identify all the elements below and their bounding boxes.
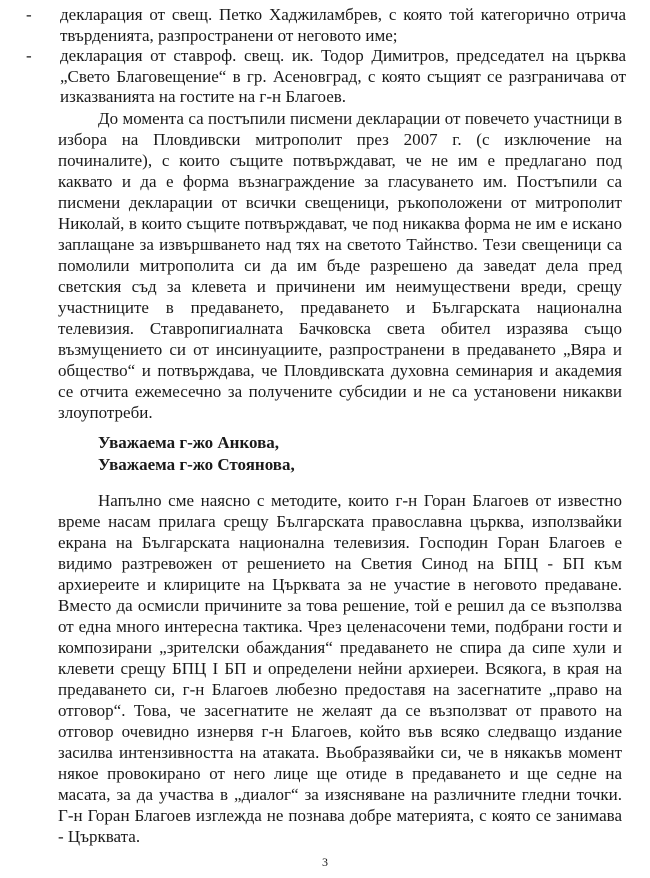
list-marker: - xyxy=(26,5,32,24)
salutation-stoyanova: Уважаема г-жо Стоянова, xyxy=(98,455,295,474)
page-number: 3 xyxy=(322,855,328,869)
list-item-text: декларация от ставроф. свещ. ик. Тодор Димитров, председател на църква „Свето Благовещение“ в гр. Асеновград, с която същият се разграничава от изказванията на гостите на г-н Благоев. xyxy=(60,46,626,106)
body-paragraph-methods: Напълно сме наясно с методите, които г-н Горан Благоев от известно време насам прилага срещу Българската православна църква, използвайки екрана на Българската национална телевизия. Господин Горан Благоев е видимо разтревожен от решението на Светия Синод на БПЦ - БП към архиереите и клириците на Църквата за не участие в неговото предаване. Вместо да осмисли причините за това решение, той е решил да се възползва от една много интересна тактика. Чрез целенасочени теми, подбрани гости и композирани „зрителски обаждания“ предаването не спира да сипе хули и клевети срещу БПЦ І БП и определени нейни архиереи. Всякога, в края на предаването си, г-н Благоев любезно предоставя на засегнатите „право на отговор“. Това, че засегнатите не желаят да се възползват от правото на отговор очевидно изнервя г-н Благоев, който във всяко следващо издание засилва интензивността на атаката. Вьобразявайки си, че в някакъв момент някое провокирано от него лице ще отиде в предаването и ще седне на масата, за да участва в „диалог“ за изясняване на различните гледни точки. Г-н Горан Благоев изглежда не познава добре материята, с която се занимава - Църквата. xyxy=(58,491,622,846)
salutation-ankova: Уважаема г-жо Анкова, xyxy=(98,433,280,452)
list-marker: - xyxy=(26,46,32,65)
list-item xyxy=(26,46,626,108)
body-paragraph-declarations: До момента са постъпили писмени декларации от повечето участници в избора на Пловдивски митрополит през 2007 г. (с изключение на починалите), с които същите потвърждават, че не им е предлагано под каквато и да е форма възнаграждение за гласуването им. Постъпили са писмени декларации от всички свещеници, ръкоположени от митрополит Николай, в които същите потвърждават, че под никаква форма не им е искано заплащане за извършването над тях на светото Тайнство. Тези свещеници са помолили митрополита си да им бъде разрешено да заведат дела пред светския съд за клевета и причинени им неимуществени вреди, срещу участниците в предаването, предаването и Българската национална телевизия. Ставропигиалната Бачковска света обител изразява също възмущението си от инсинуациите, разпространени в предаването „Вяра и общество“ и потвърждава, че Пловдивската духовна семинария и академия се отчита ежемесечно за получените субсидии и не са установени никакви злоупотреби. xyxy=(58,109,622,422)
list-item xyxy=(26,5,626,46)
list-item-text: декларация от свещ. Петко Хаджиламбрев, с която той категорично отрича твърденията, разпространени от неговото име; xyxy=(60,5,626,45)
declarations-list xyxy=(26,5,626,108)
